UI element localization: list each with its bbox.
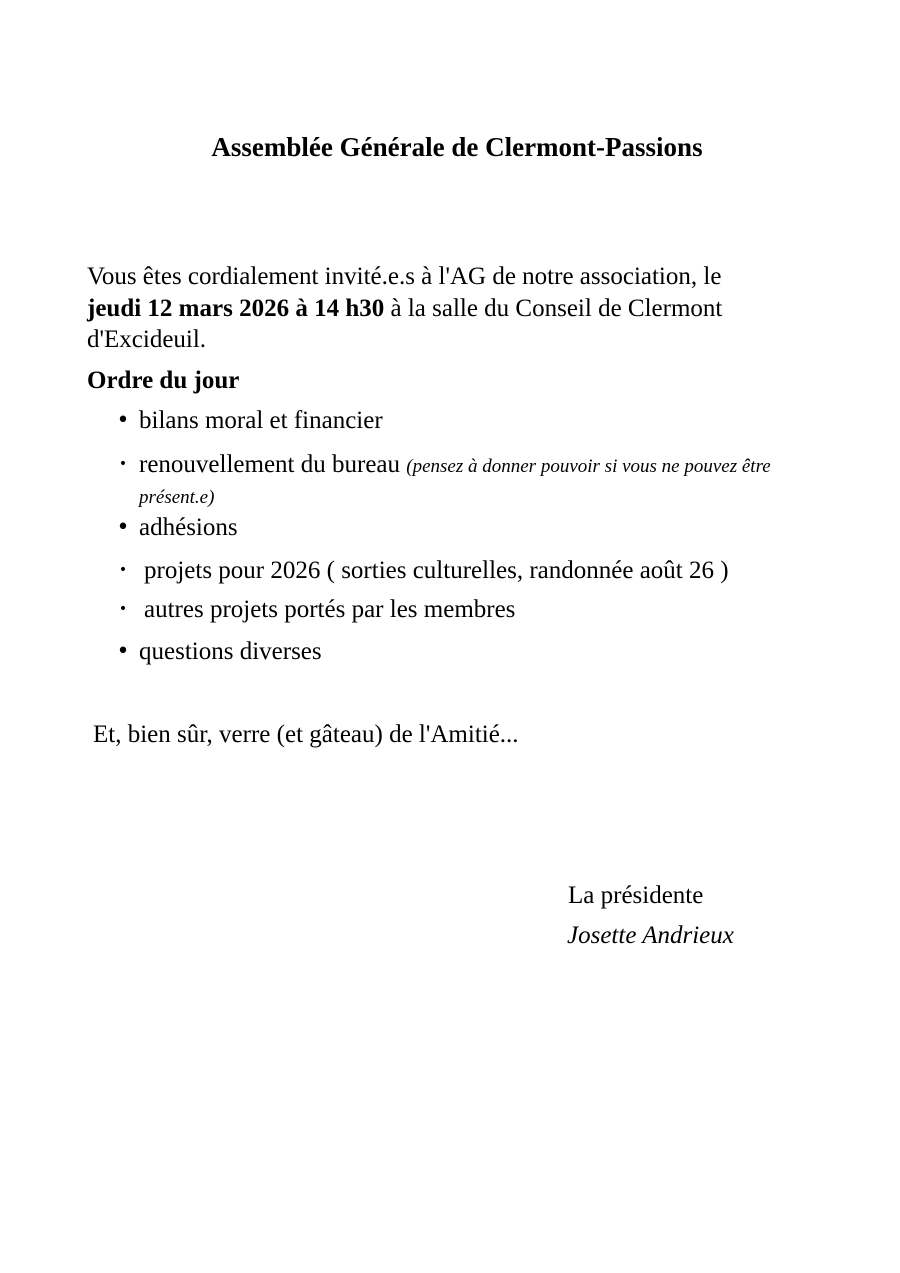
signature-name: Josette Andrieux (567, 922, 734, 949)
meeting-date: jeudi 12 mars 2026 à 14 h30 (87, 294, 385, 322)
signature-role: La présidente (568, 882, 704, 909)
agenda-item (144, 594, 824, 625)
agenda-item-text: autres projets portés par les membres (144, 596, 516, 623)
bullet-icon: • (116, 408, 130, 433)
intro-line-2: à la salle du Conseil de Clermont (384, 294, 723, 322)
intro-line-1: Vous êtes cordialement invité.e.s à l'AG de notre association, le (87, 263, 722, 290)
bullet-icon: • (116, 515, 130, 540)
intro-line-3: d'Excideuil. (87, 326, 207, 353)
agenda-heading: Ordre du jour (87, 367, 240, 394)
agenda-item (139, 636, 819, 667)
agenda-item-text: bilans moral et financier (139, 407, 383, 434)
bullet-icon: • (118, 601, 128, 617)
agenda-item-text: adhésions (139, 514, 238, 541)
bullet-icon: • (116, 639, 130, 664)
bullet-icon: • (118, 456, 128, 472)
closing-line: Et, bien sûr, verre (et gâteau) de l'Amitié... (93, 721, 519, 748)
invitation-paragraph (87, 261, 807, 356)
agenda-item-note: (pensez à donner pouvoir si vous ne pouvez être présent.e) (139, 456, 771, 508)
agenda-item (144, 555, 824, 586)
agenda-item (139, 405, 819, 436)
agenda-item-text: projets pour 2026 ( sorties culturelles, randonnée août 26 ) (144, 557, 729, 584)
bullet-icon: • (118, 562, 128, 578)
page-title: Assemblée Générale de Clermont-Passions (211, 132, 703, 162)
agenda-item-text: renouvellement du bureau (139, 451, 407, 478)
agenda-item-text: questions diverses (139, 638, 322, 665)
agenda-item (139, 512, 819, 543)
agenda-item (139, 449, 809, 511)
